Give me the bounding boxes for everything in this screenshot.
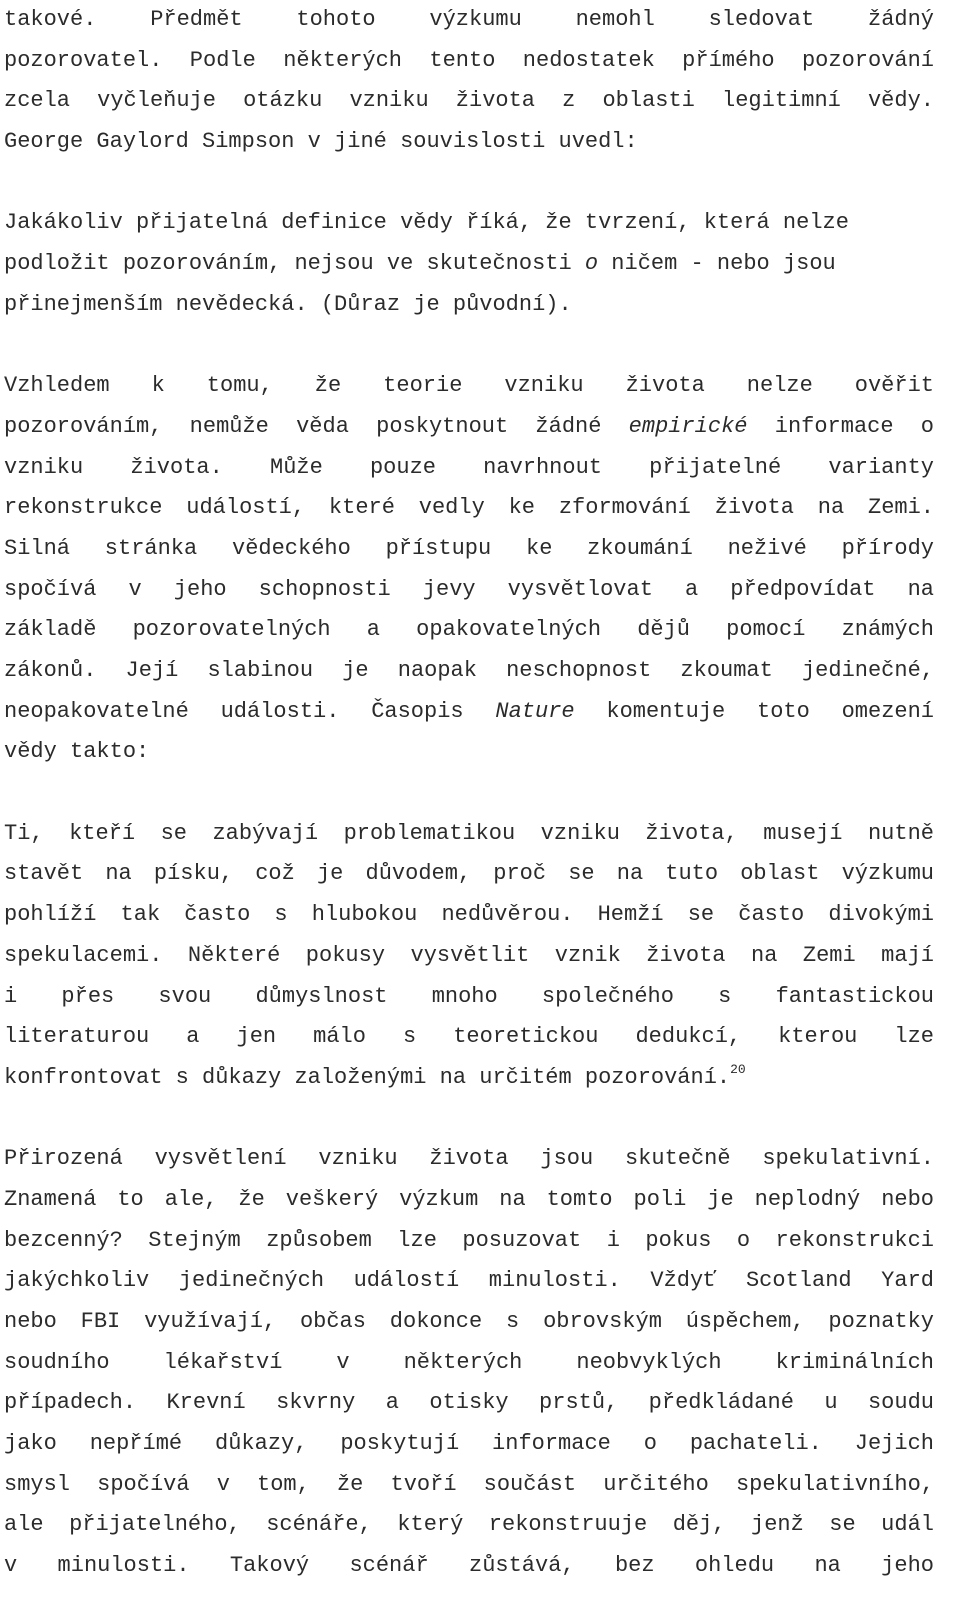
text-segment: Silná stránka vědeckého přístupu ke zkoumání neživé přírody — [4, 535, 934, 561]
paragraph — [4, 203, 934, 325]
text-line — [4, 244, 934, 285]
text-line — [4, 1383, 934, 1424]
text-segment: literaturou a jen málo s teoretickou dedukcí, kterou lze — [4, 1024, 934, 1050]
text-segment: vědy takto: — [4, 739, 150, 765]
text-line — [4, 1505, 934, 1546]
text-segment: případech. Krevní skvrny a otisky prstů, předkládané u soudu — [4, 1390, 934, 1416]
text-line — [4, 854, 934, 895]
emphasis-text: Nature — [495, 698, 575, 724]
paragraph-gap — [4, 773, 934, 814]
text-segment: základě pozorovatelných a opakovatelných dějů pomocí známých — [4, 617, 934, 643]
text-segment: Jakákoliv přijatelná definice vědy říká, že tvrzení, která nelze — [4, 210, 849, 236]
text-segment: spočívá v jeho schopnosti jevy vysvětlovat a předpovídat na — [4, 576, 934, 602]
text-segment: soudního lékařství v některých neobvyklých kriminálních — [4, 1349, 934, 1375]
text-segment: George Gaylord Simpson v jiné souvislosti uvedl: — [4, 129, 638, 155]
paragraph — [4, 366, 934, 773]
paragraph-gap — [4, 326, 934, 367]
text-line — [4, 41, 934, 82]
text-line — [4, 0, 934, 41]
paragraph — [4, 814, 934, 1099]
text-segment: jako nepřímé důkazy, poskytují informace o pachateli. Jejich — [4, 1431, 934, 1457]
text-line — [4, 407, 934, 448]
text-segment: takové. Předmět tohoto výzkumu nemohl sledovat žádný — [4, 7, 934, 32]
text-segment: ale přijatelného, scénáře, který rekonstruuje děj, jenž se udál — [4, 1512, 934, 1538]
text-segment: i přes svou důmyslnost mnoho společného s fantastickou — [4, 983, 934, 1009]
text-line — [4, 1465, 934, 1506]
text-line — [4, 448, 934, 489]
text-segment: nebo FBI využívají, občas dokonce s obrovským úspěchem, poznatky — [4, 1309, 934, 1334]
text-line — [4, 1139, 934, 1180]
text-line — [4, 1302, 934, 1343]
footnote-reference: 20 — [730, 1061, 746, 1077]
text-line — [4, 692, 934, 733]
text-line — [4, 1343, 934, 1384]
paragraph-gap — [4, 1099, 934, 1140]
text-line — [4, 203, 934, 244]
text-segment: přinejmenším nevědecká. (Důraz je původní). — [4, 291, 572, 317]
text-segment: spekulacemi. Některé pokusy vysvětlit vznik života na Zemi mají — [4, 942, 934, 968]
text-segment: zcela vyčleňuje otázku vzniku života z oblasti legitimní vědy. — [4, 88, 934, 114]
text-segment: Ti, kteří se zabývají problematikou vzniku života, musejí nutně — [4, 820, 934, 846]
text-line — [4, 366, 934, 407]
text-segment: v minulosti. Takový scénář zůstává, bez ohledu na jeho — [4, 1553, 934, 1579]
text-line — [4, 1546, 934, 1587]
text-line — [4, 1180, 934, 1221]
text-line — [4, 977, 934, 1018]
text-line — [4, 122, 934, 163]
text-line — [4, 895, 934, 936]
text-line — [4, 936, 934, 977]
text-segment: konfrontovat s důkazy založenými na určitém pozorování. — [4, 1064, 731, 1090]
text-segment: podložit pozorováním, nejsou ve skutečnosti — [4, 251, 585, 277]
text-segment: Znamená to ale, že veškerý výzkum na tomto poli je neplodný nebo — [4, 1186, 934, 1212]
emphasis-text: o — [584, 251, 599, 277]
text-line — [4, 1424, 934, 1465]
paragraph — [4, 1139, 934, 1587]
text-segment: informace o — [747, 413, 934, 439]
text-segment: pohlíží tak často s hlubokou nedůvěrou. Hemží se často divokými — [4, 902, 934, 928]
text-line — [4, 488, 934, 529]
text-line — [4, 1017, 934, 1058]
text-segment: bezcenný? Stejným způsobem lze posuzovat i pokus o rekonstrukci — [4, 1227, 934, 1253]
paragraph-gap — [4, 163, 934, 204]
paragraph — [4, 0, 934, 163]
document-page — [4, 0, 934, 1587]
text-segment: pozorováním, nemůže věda poskytnout žádné — [4, 413, 629, 439]
text-segment: smysl spočívá v tom, že tvoří součást určitého spekulativního, — [4, 1471, 934, 1497]
text-segment: neopakovatelné události. Časopis — [4, 698, 496, 724]
text-segment: Přirozená vysvětlení vzniku života jsou skutečně spekulativní. — [4, 1146, 934, 1172]
text-segment: komentuje toto omezení — [574, 698, 935, 724]
text-line — [4, 529, 934, 570]
text-segment: Vzhledem k tomu, že teorie vzniku života nelze ověřit — [4, 373, 934, 399]
text-segment: ničem - nebo jsou — [598, 251, 836, 277]
text-line — [4, 1058, 934, 1099]
text-segment: rekonstrukce událostí, které vedly ke zformování života na Zemi. — [4, 495, 934, 521]
text-segment: zákonů. Její slabinou je naopak neschopnost zkoumat jedinečné, — [4, 658, 934, 683]
text-line — [4, 1261, 934, 1302]
text-line — [4, 651, 934, 692]
text-segment: pozorovatel. Podle některých tento nedostatek přímého pozorování — [4, 47, 934, 73]
text-line — [4, 814, 934, 855]
text-segment: jakýchkoliv jedinečných událostí minulosti. Vždyť Scotland Yard — [4, 1268, 934, 1294]
text-segment: vzniku života. Může pouze navrhnout přijatelné varianty — [4, 454, 934, 480]
text-line — [4, 285, 934, 326]
text-line — [4, 570, 934, 611]
text-line — [4, 610, 934, 651]
text-line — [4, 81, 934, 122]
text-line — [4, 732, 934, 773]
emphasis-text: empirické — [628, 413, 748, 439]
text-segment: stavět na písku, což je důvodem, proč se na tuto oblast výzkumu — [4, 861, 934, 887]
text-line — [4, 1221, 934, 1262]
